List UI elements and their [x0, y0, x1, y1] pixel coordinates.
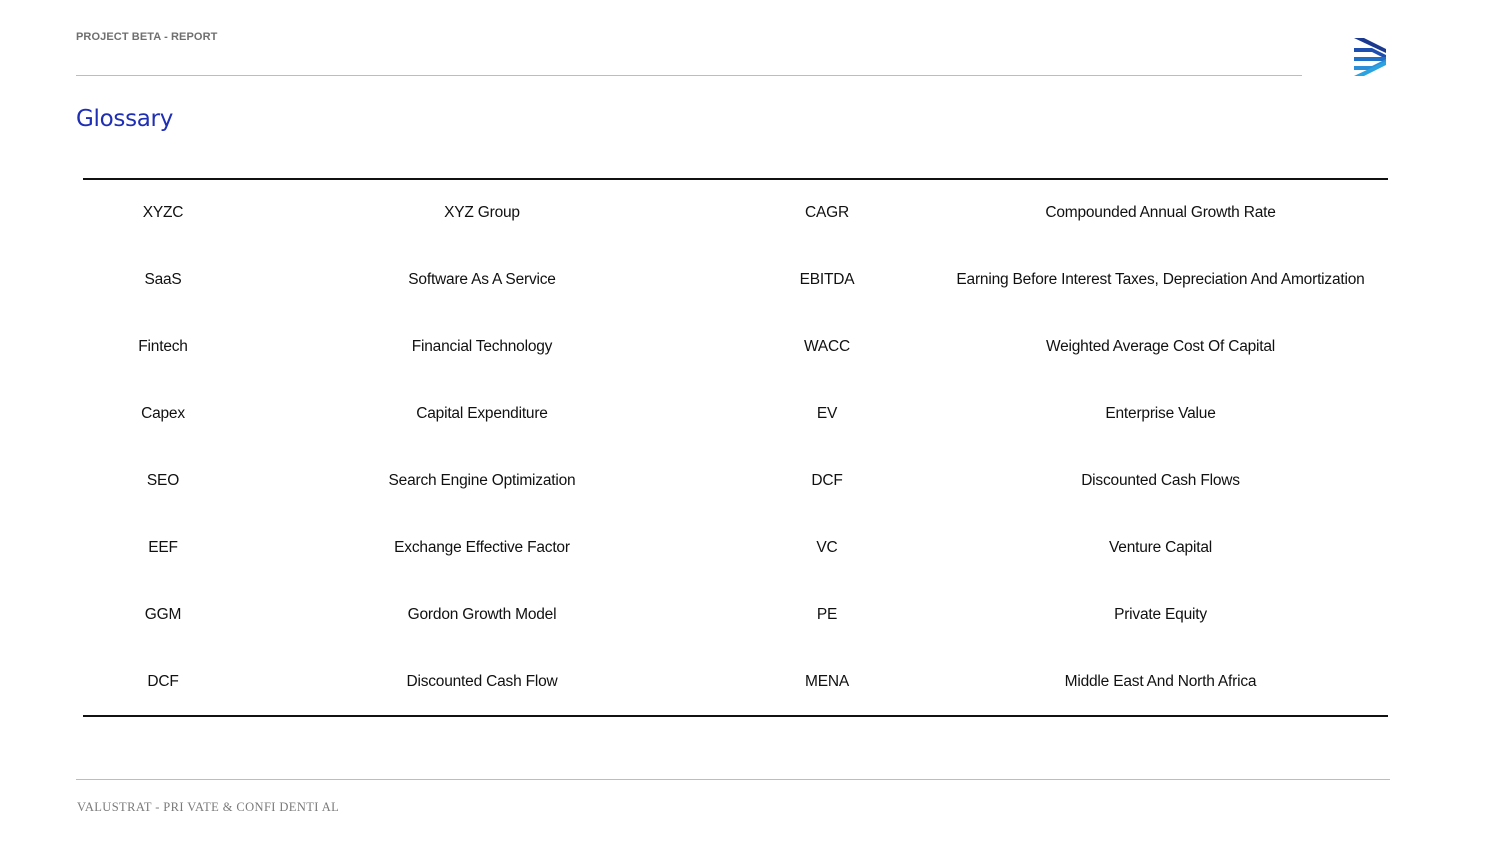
glossary-term: MENA: [805, 672, 849, 690]
glossary-definition: XYZ Group: [444, 204, 520, 222]
glossary-definition: Enterprise Value: [1105, 405, 1216, 423]
glossary-term: EV: [816, 405, 838, 423]
header-divider: [76, 75, 1302, 76]
glossary-definition: Middle East And North Africa: [1064, 672, 1257, 690]
glossary-definition: Search Engine Optimization: [388, 472, 576, 489]
page-title: Glossary: [76, 106, 174, 132]
glossary-definition: Software As A Service: [408, 271, 556, 289]
glossary-term: SaaS: [144, 271, 182, 289]
glossary-definition: Private Equity: [1114, 605, 1207, 623]
footer-confidentiality-label: VALUSTRAT - PRI VATE & CONFI DENTI AL: [77, 800, 340, 814]
report-header-label: PROJECT BETA - REPORT: [76, 31, 218, 43]
glossary-definition: Gordon Growth Model: [407, 605, 557, 623]
glossary-definition: Weighted Average Cost Of Capital: [1045, 338, 1276, 356]
glossary-row: [83, 514, 1388, 581]
glossary-definition: Financial Technology: [411, 338, 553, 356]
glossary-term: XYZC: [142, 204, 184, 222]
glossary-term: WACC: [804, 338, 850, 356]
glossary-definition: Discounted Cash Flow: [406, 672, 558, 690]
glossary-definition: Exchange Effective Factor: [394, 538, 570, 556]
glossary-row: [83, 314, 1388, 381]
glossary-definition: Discounted Cash Flows: [1081, 472, 1240, 489]
glossary-row: [83, 648, 1388, 716]
glossary-row: [83, 448, 1388, 515]
footer-divider: [76, 779, 1390, 780]
chevron-stripes-logo-icon: [1352, 37, 1388, 79]
glossary-row: [83, 581, 1388, 648]
glossary-term: SEO: [146, 472, 180, 489]
glossary-term: VC: [816, 538, 838, 556]
glossary-definition: Capital Expenditure: [416, 405, 548, 423]
glossary-term: EEF: [148, 538, 178, 556]
glossary-table: [83, 178, 1388, 717]
glossary-term: CAGR: [805, 204, 849, 222]
glossary-row: [83, 247, 1388, 314]
glossary-definition: Venture Capital: [1109, 538, 1212, 556]
glossary-term: GGM: [144, 605, 182, 623]
glossary-term: DCF: [147, 672, 179, 690]
glossary-term: Fintech: [138, 338, 188, 356]
glossary-term: DCF: [811, 472, 843, 489]
glossary-row: [83, 381, 1388, 448]
glossary-term: Capex: [141, 405, 185, 423]
glossary-definition: Earning Before Interest Taxes, Depreciation And Amortization: [956, 271, 1365, 289]
glossary-term: PE: [816, 605, 838, 623]
glossary-definition: Compounded Annual Growth Rate: [1045, 204, 1276, 222]
glossary-row: [83, 179, 1388, 247]
glossary-term: EBITDA: [799, 271, 855, 289]
